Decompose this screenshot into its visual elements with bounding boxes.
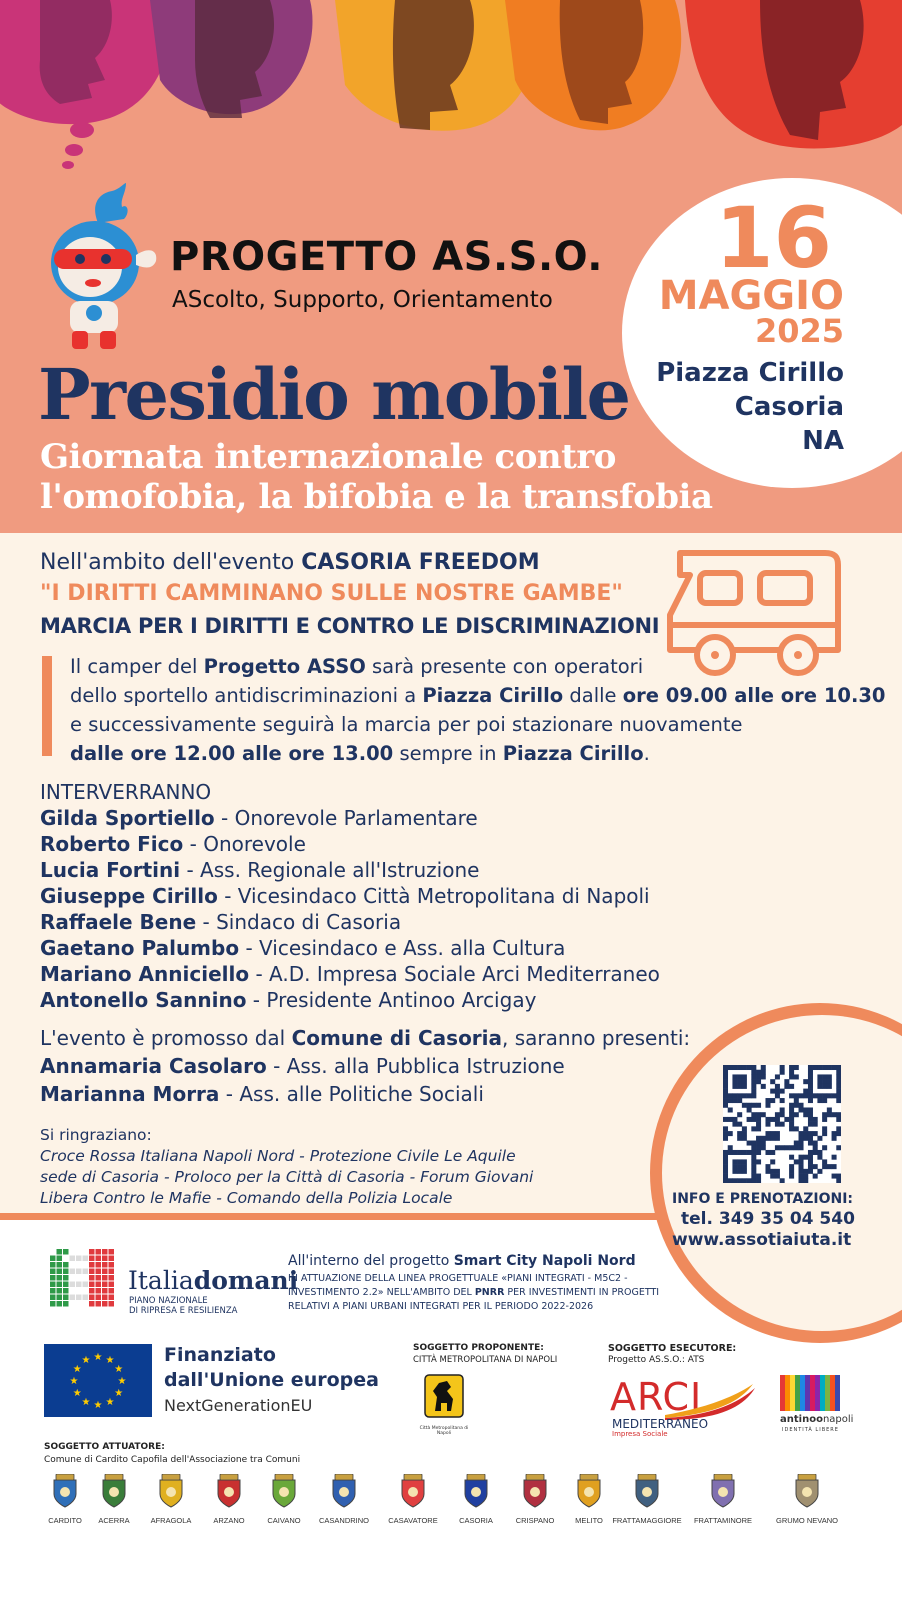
municipality-name: AFRAGOLA (150, 1516, 192, 1525)
svg-text:★: ★ (117, 1376, 127, 1387)
municipality-name: CARDITO (48, 1516, 82, 1525)
speaker-item (40, 935, 660, 961)
proponente-label: SOGGETTO PROPONENTE: (413, 1343, 544, 1353)
speaker-role: - Ass. Regionale all'Istruzione (180, 858, 480, 882)
municipality-item (688, 1474, 758, 1525)
municipality-name: ACERRA (98, 1516, 130, 1525)
promoted-intro: L'evento è promosso dal Comune di Casoria, saranno presenti: (40, 1026, 691, 1050)
svg-text:★: ★ (81, 1355, 91, 1367)
svg-text:★: ★ (114, 1388, 124, 1399)
pnrr-line-2: INVESTIMENTO 2.2» NELL'AMBITO DEL PNRR PER INVESTIMENTI IN PROGETTI (288, 1287, 660, 1298)
speaker-role: - Vicesindaco e Ass. alla Cultura (239, 936, 566, 960)
description-line-3: e successivamente seguirà la marcia per poi stazionare nuovamente (70, 713, 743, 736)
speaker-name: Gaetano Palumbo (40, 936, 240, 960)
official-name: Marianna Morra (40, 1082, 220, 1106)
municipality-item (612, 1474, 682, 1525)
svg-text:★: ★ (69, 1376, 79, 1387)
italia-domani-wordmark: Italiadomani (128, 1266, 299, 1295)
official-role: - Ass. alla Pubblica Istruzione (266, 1054, 565, 1078)
italia-domani-logo-mark (42, 1245, 122, 1313)
quote-bar (42, 656, 52, 756)
municipality-name: CAIVANO (267, 1516, 301, 1525)
speaker-role: - Sindaco di Casoria (196, 910, 402, 934)
municipality-name: CRISPANO (515, 1516, 555, 1525)
speaker-name: Mariano Anniciello (40, 962, 250, 986)
official-item (40, 1052, 690, 1080)
speakers-heading: INTERVERRANNO (40, 780, 212, 804)
svg-text:★: ★ (81, 1396, 91, 1408)
municipality-crest-icon (270, 1474, 298, 1508)
svg-text:★: ★ (93, 1352, 103, 1363)
description-line-1: Il camper del Progetto ASSO sarà presente con operatori (70, 655, 644, 678)
municipality-name: GRUMO NEVANO (776, 1516, 838, 1525)
svg-text:★: ★ (72, 1364, 82, 1375)
speaker-item (40, 805, 660, 831)
municipality-name: FRATTAMAGGIORE (612, 1516, 682, 1525)
municipality-crest-icon (157, 1474, 185, 1508)
speaker-item (40, 909, 660, 935)
antinoo-subtitle: IDENTITÀ LIBERE (782, 1427, 839, 1433)
speaker-role: - Presidente Antinoo Arcigay (246, 988, 537, 1012)
eu-line-3: NextGenerationEU (164, 1396, 313, 1415)
municipality-crest-icon (399, 1474, 427, 1508)
event-intro (40, 552, 540, 574)
thanks-line-1: Croce Rossa Italiana Napoli Nord - Protezione Civile Le Aquile (40, 1147, 516, 1165)
subtitle-line-2: l'omofobia, la bifobia e la transfobia (40, 477, 713, 517)
municipality-crest-icon (462, 1474, 490, 1508)
italia-domani-subtitle: PIANO NAZIONALE DI RIPRESA E RESILIENZA (129, 1296, 238, 1316)
date-day: 16 (715, 189, 832, 287)
municipality-crest-icon (100, 1474, 128, 1508)
municipality-name: CASORIA (459, 1516, 493, 1525)
svg-text:★: ★ (105, 1355, 115, 1367)
official-role: - Ass. alle Politiche Sociali (219, 1082, 484, 1106)
eu-line-2: dall'Unione europea (164, 1369, 379, 1391)
speaker-name: Lucia Fortini (40, 858, 181, 882)
place-line-1: Piazza Cirillo (656, 358, 844, 388)
pnrr-info (288, 1253, 659, 1314)
arci-swoosh-icon (645, 1380, 760, 1420)
speaker-item (40, 883, 660, 909)
thanks-line-3: Libera Contro le Mafie - Comando della Polizia Locale (40, 1189, 453, 1207)
description-line-2: dello sportello antidiscriminazioni a Piazza Cirillo dalle ore 09.00 alle ore 10.30 (70, 684, 886, 707)
svg-text:★: ★ (114, 1364, 124, 1375)
description-line-4: dalle ore 12.00 alle ore 13.00 sempre in Piazza Cirillo. (70, 742, 650, 765)
mascot-illustration (40, 183, 165, 355)
speaker-item (40, 831, 660, 857)
speakers-list (40, 779, 660, 1013)
official-item (40, 1080, 690, 1108)
municipality-crest-icon (793, 1474, 821, 1508)
info-label: INFO E PRENOTAZIONI: (672, 1191, 854, 1207)
pnrr-intro: All'interno del progetto Smart City Napoli Nord (288, 1253, 636, 1269)
official-name: Annamaria Casolaro (40, 1054, 267, 1078)
thanks-line-2: sede di Casoria - Proloco per la Città di Casoria - Forum Giovani (40, 1168, 534, 1186)
speaker-item (40, 857, 660, 883)
main-title: Presidio mobile (38, 353, 630, 436)
municipality-crest-icon (709, 1474, 737, 1508)
qr-code[interactable] (723, 1065, 841, 1183)
municipality-name: MELITO (575, 1516, 603, 1525)
arci-logo: ARCI (610, 1375, 703, 1419)
pnrr-line-1: IN ATTUAZIONE DELLA LINEA PROGETTUALE «PIANI INTEGRATI - M5C2 - (288, 1273, 628, 1284)
info-phone: tel. 349 35 04 540 (681, 1209, 855, 1229)
project-title: PROGETTO AS.S.O. (170, 234, 603, 280)
horse-seal-icon (423, 1373, 465, 1425)
esecutore-name: Progetto AS.S.O.: ATS (608, 1355, 705, 1365)
antinoo-wordmark: antinoonapoli (780, 1414, 854, 1425)
municipality-crest-icon (330, 1474, 358, 1508)
municipality-name: ARZANO (213, 1516, 245, 1525)
eu-flag-icon (44, 1344, 152, 1417)
municipality-crests (30, 1474, 870, 1534)
place-line-3: NA (802, 426, 844, 456)
municipality-crest-icon (51, 1474, 79, 1508)
event-slogan: "I DIRITTI CAMMINANO SULLE NOSTRE GAMBE" (40, 581, 623, 606)
project-subtitle: AScolto, Supporto, Orientamento (172, 287, 553, 313)
speaker-name: Giuseppe Cirillo (40, 884, 218, 908)
event-intro-text: Nell'ambito dell'evento (40, 550, 302, 575)
municipality-item (378, 1474, 448, 1525)
speaker-item (40, 987, 660, 1013)
eu-line-1: Finanziato (164, 1344, 276, 1366)
municipality-crest-icon (575, 1474, 603, 1508)
speaker-name: Roberto Fico (40, 832, 184, 856)
speaker-name: Gilda Sportiello (40, 806, 215, 830)
description (70, 652, 886, 768)
municipality-item (309, 1474, 379, 1525)
esecutore-label: SOGGETTO ESECUTORE: (608, 1343, 737, 1354)
speaker-role: - Vicesindaco Città Metropolitana di Napoli (217, 884, 650, 908)
date-month: MAGGIO (658, 273, 844, 319)
event-name: CASORIA FREEDOM (301, 550, 540, 575)
event-march: MARCIA PER I DIRITTI E CONTRO LE DISCRIMINAZIONI (40, 614, 660, 638)
promoted-block (40, 1024, 690, 1108)
svg-text:★: ★ (105, 1396, 115, 1408)
date-year: 2025 (754, 312, 844, 350)
pnrr-line-3: RELATIVI A PIANI URBANI INTEGRATI PER IL PERIODO 2022-2026 (288, 1301, 594, 1312)
thanks-heading: Si ringraziano: (40, 1126, 152, 1144)
speaker-name: Antonello Sannino (40, 988, 247, 1012)
eu-funding (164, 1343, 379, 1419)
attuatore-label: SOGGETTO ATTUATORE: (44, 1442, 165, 1452)
antinoo-rainbow-logo (780, 1375, 842, 1413)
speaker-role: - Onorevole (183, 832, 306, 856)
speaker-name: Raffaele Bene (40, 910, 197, 934)
municipality-item (772, 1474, 842, 1525)
info-website[interactable]: www.assotiaiuta.it (672, 1230, 852, 1250)
svg-text:★: ★ (93, 1400, 103, 1411)
proponente-name: CITTÀ METROPOLITANA DI NAPOLI (413, 1355, 558, 1365)
speaker-item (40, 961, 660, 987)
municipality-crest-icon (633, 1474, 661, 1508)
seal-caption: Città Metropolitana di Napoli (419, 1426, 469, 1436)
thanks-block (40, 1125, 533, 1209)
speaker-role: - A.D. Impresa Sociale Arci Mediterraneo (249, 962, 660, 986)
speaker-role: - Onorevole Parlamentare (214, 806, 478, 830)
place-line-2: Casoria (734, 392, 844, 422)
municipality-name: CASAVATORE (388, 1516, 438, 1525)
svg-text:★: ★ (72, 1388, 82, 1399)
arci-subtitle-2: Impresa Sociale (612, 1430, 668, 1438)
municipality-name: FRATTAMINORE (693, 1516, 753, 1525)
subtitle-line-1: Giornata internazionale contro (40, 437, 616, 477)
municipality-crest-icon (215, 1474, 243, 1508)
arci-subtitle: MEDITERRANEO (612, 1417, 709, 1431)
attuatore-name: Comune di Cardito Capofila dell'Associazione tra Comuni (44, 1455, 301, 1465)
municipality-crest-icon (521, 1474, 549, 1508)
municipality-name: CASANDRINO (318, 1516, 369, 1525)
